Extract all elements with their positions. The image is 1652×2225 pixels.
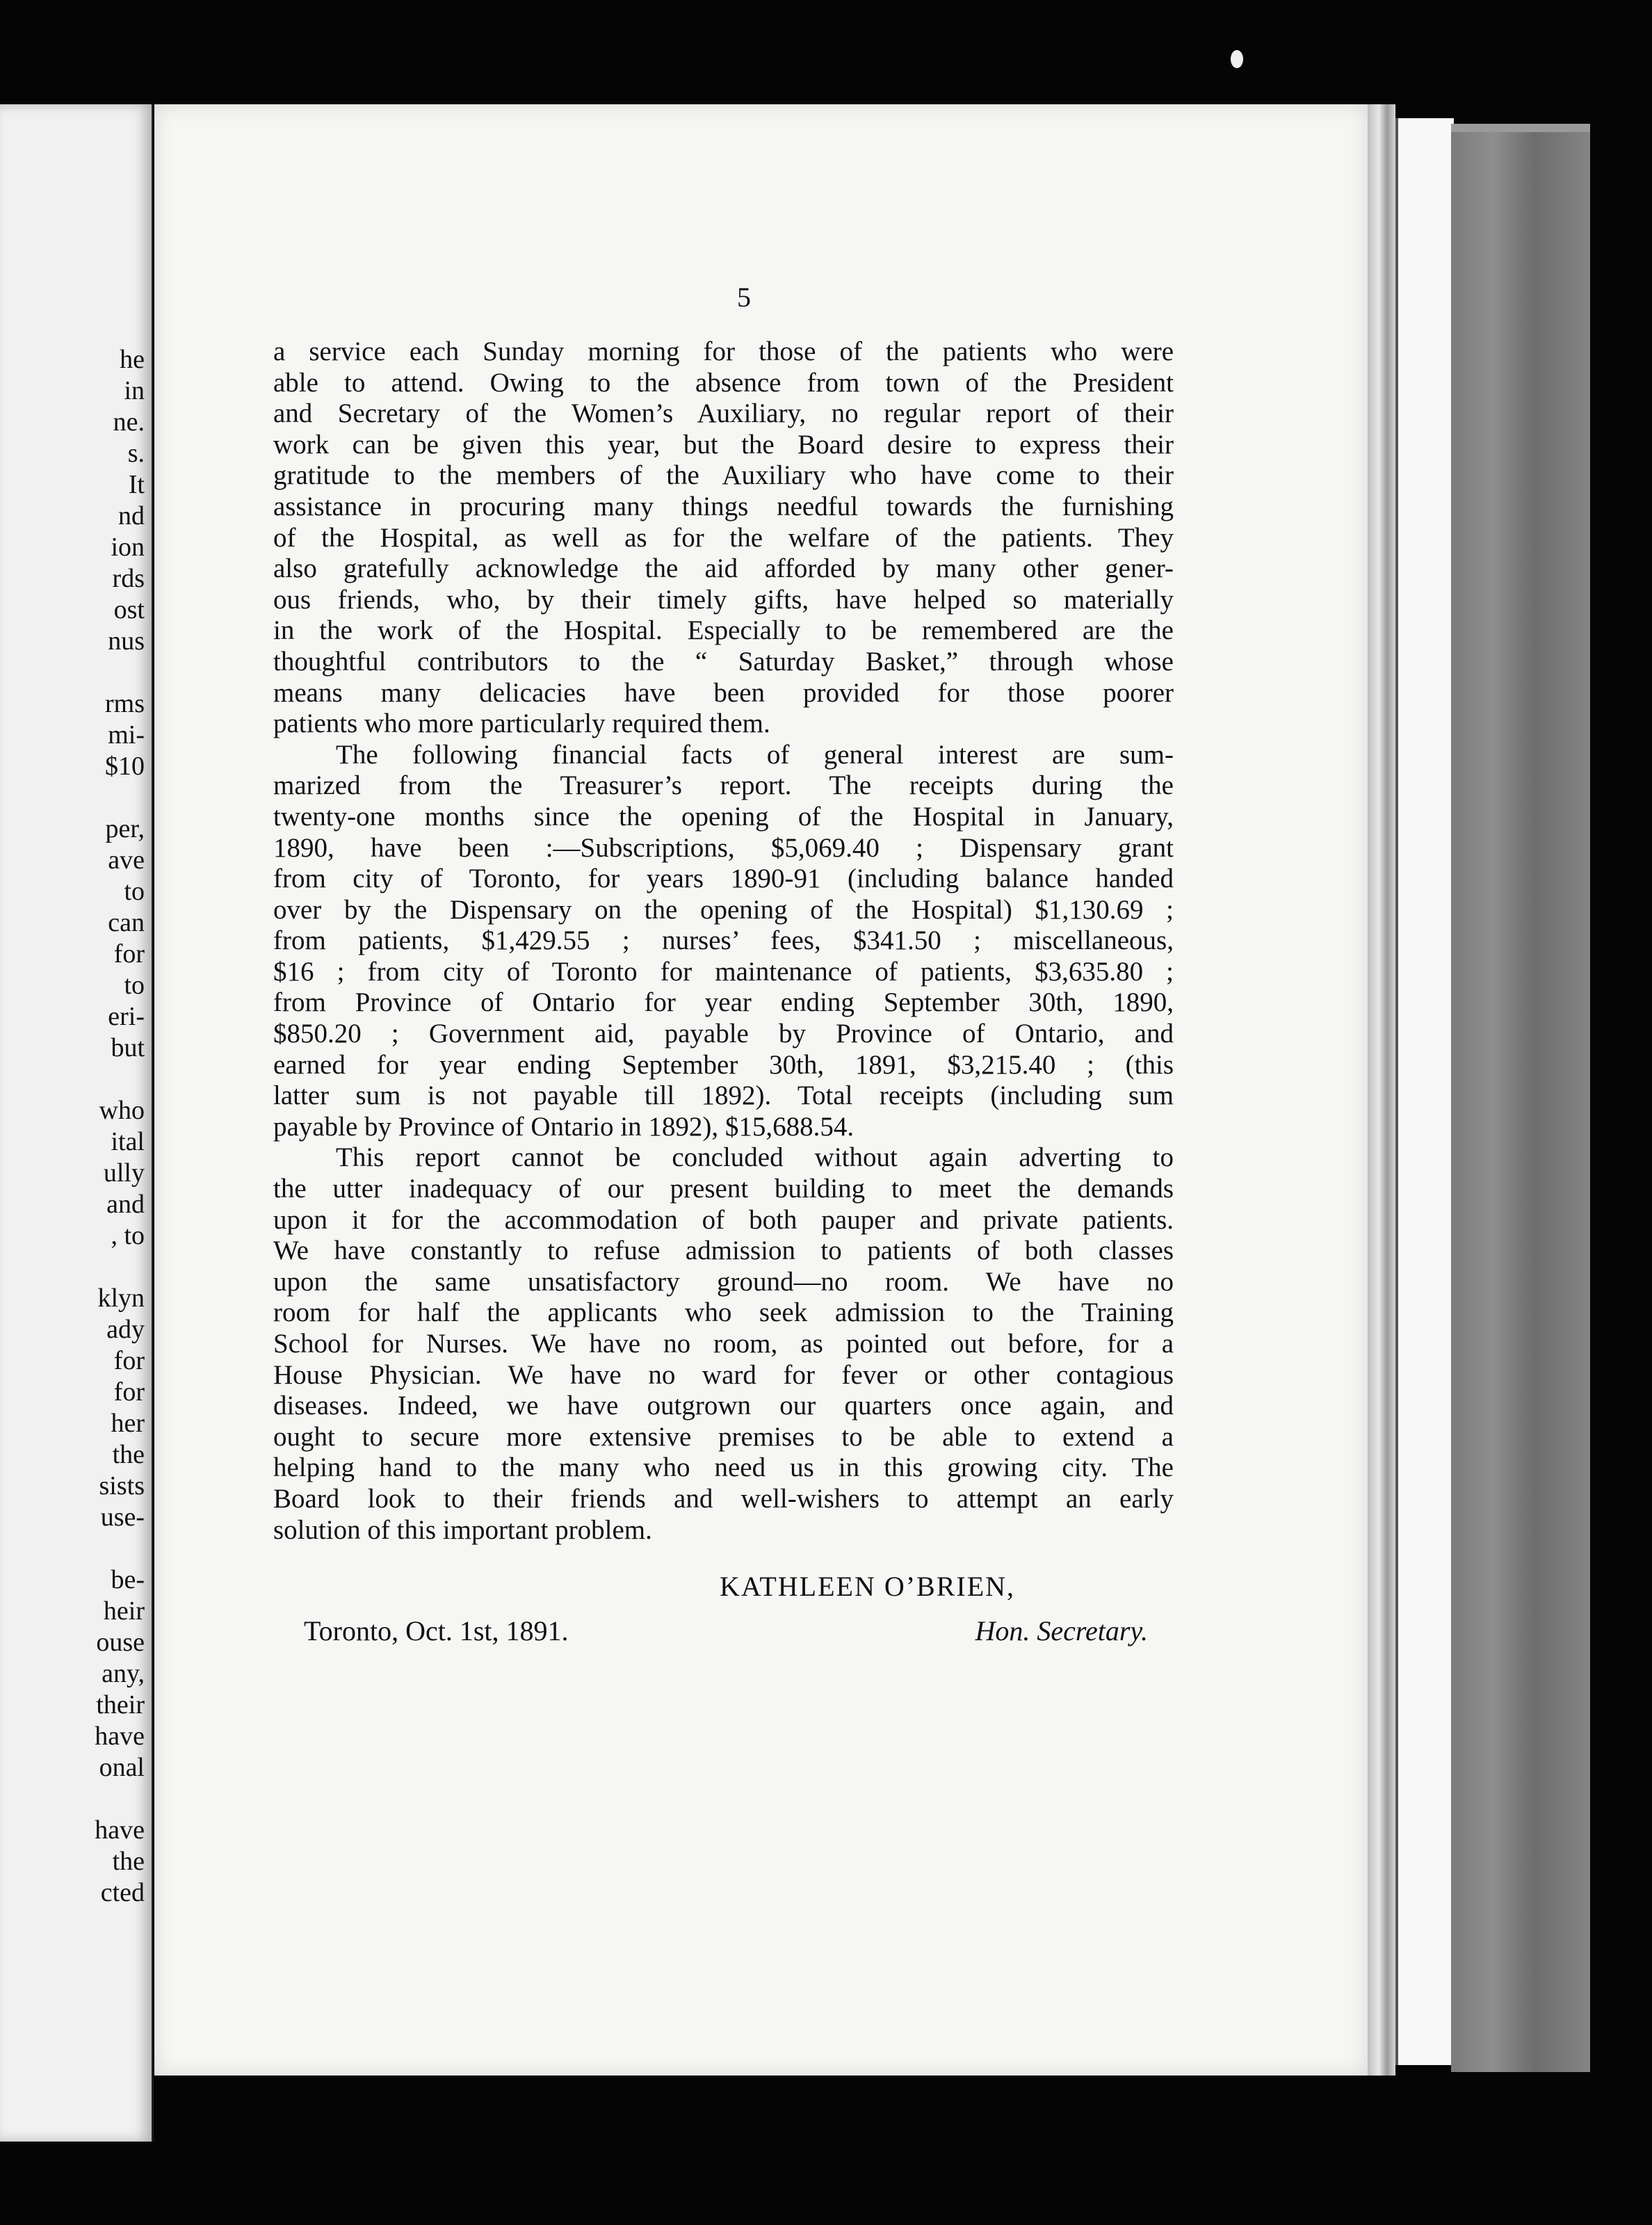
text-line: assistance in procuring many things needful towards the furnishing	[273, 491, 1174, 521]
text-line: work can be given this year, but the Board desire to express their	[273, 429, 1174, 460]
left-fragment-line: eri-	[108, 1002, 145, 1031]
left-fragment-line: mi-	[108, 720, 145, 750]
text-line: We have constantly to refuse admission to patients of both classes	[273, 1236, 1174, 1266]
text-line: diseases. Indeed, we have outgrown our quarters once again, and	[273, 1391, 1174, 1421]
left-fragment-line: to	[124, 877, 145, 906]
secretary-title: Hon. Secretary.	[975, 1615, 1148, 1646]
left-fragment-line: onal	[99, 1753, 145, 1782]
left-fragment-line: he	[120, 345, 145, 374]
left-fragment-line: have	[95, 1815, 145, 1845]
endpaper-strip	[1395, 118, 1454, 2065]
text-line: patients who more particularly required them.	[273, 709, 770, 739]
left-fragment-line: who	[99, 1096, 145, 1125]
text-line: The following financial facts of general interest are sum-	[336, 739, 1174, 770]
left-fragment-line: any,	[102, 1659, 145, 1688]
text-line: also gratefully acknowledge the aid afforded by many other gener-	[273, 553, 1174, 584]
left-fragment-line: s.	[127, 439, 145, 468]
left-fragment-line	[95, 657, 145, 688]
left-fragment-line: can	[108, 908, 145, 937]
text-line: Board look to their friends and well-wishers to attempt an early	[273, 1483, 1174, 1514]
text-line: solution of this important problem.	[273, 1514, 652, 1545]
text-line: School for Nurses. We have no room, as pointed out before, for a	[273, 1329, 1174, 1359]
left-fragment-line: sists	[99, 1471, 145, 1500]
left-page	[0, 104, 154, 2142]
left-fragment-line: ady	[106, 1315, 145, 1344]
text-line: the utter inadequacy of our present building to meet the demands	[273, 1174, 1174, 1204]
left-fragment-line: heir	[103, 1596, 145, 1626]
left-fragment-line	[95, 1783, 145, 1815]
left-fragment-line: rms	[105, 689, 145, 718]
left-fragment-line: and	[106, 1190, 145, 1219]
text-line: House Physician. We have no ward for fever or other contagious	[273, 1359, 1174, 1390]
left-fragment-line: ital	[111, 1127, 145, 1156]
left-fragment-line: to	[124, 971, 145, 1000]
place-date: Toronto, Oct. 1st, 1891.	[304, 1615, 569, 1646]
text-line: a service each Sunday morning for those of the patients who were	[273, 337, 1174, 366]
text-line: upon it for the accommodation of both pauper and private patients.	[273, 1204, 1174, 1235]
left-fragment-line: in	[124, 376, 145, 405]
text-line: thoughtful contributors to the “ Saturday Basket,” through whose	[273, 646, 1174, 677]
text-line: payable by Province of Ontario in 1892), $15,688.54.	[273, 1111, 855, 1142]
text-line: 1890, have been :—Subscriptions, $5,069.40 ; Dispensary grant	[273, 832, 1174, 863]
page-edge-shadow	[1368, 104, 1395, 2076]
left-fragment-line: nd	[118, 501, 145, 531]
left-fragment-line: per,	[105, 814, 145, 843]
text-line: and Secretary of the Women’s Auxiliary, no regular report of their	[273, 398, 1174, 429]
text-line: ous friends, who, by their timely gifts, have helped so materially	[273, 584, 1174, 615]
text-line: helping hand to the many who need us in this growing city. The	[273, 1453, 1174, 1483]
left-fragment-line: , to	[111, 1221, 145, 1250]
text-line: in the work of the Hospital. Especially to be remembered are the	[273, 615, 1174, 646]
text-line: ought to secure more extensive premises to be able to extend a	[273, 1421, 1174, 1452]
text-line: $850.20 ; Government aid, payable by Province of Ontario, and	[273, 1019, 1174, 1049]
dust-speck	[1231, 50, 1243, 68]
page-number: 5	[737, 282, 751, 313]
text-line: This report cannot be concluded without again adverting to	[336, 1142, 1174, 1173]
left-fragment-line: but	[111, 1033, 145, 1062]
left-fragment-line	[95, 782, 145, 814]
text-line: gratitude to the members of the Auxiliary who have come to their	[273, 460, 1174, 491]
left-fragment-line: their	[96, 1690, 145, 1720]
text-line: earned for year ending September 30th, 1891, $3,215.40 ; (this	[273, 1049, 1174, 1080]
left-fragment-line: use-	[100, 1503, 145, 1532]
left-fragment-line: ost	[113, 595, 145, 624]
left-fragment-line: rds	[112, 564, 145, 593]
left-fragment-line: cted	[100, 1878, 145, 1907]
text-line: upon the same unsatisfactory ground—no room. We have no	[273, 1266, 1174, 1297]
text-line: twenty-one months since the opening of the Hospital in January,	[273, 801, 1174, 832]
body-text	[273, 337, 1174, 1546]
left-fragment-line	[95, 1064, 145, 1095]
left-fragment-line: for	[113, 1377, 145, 1407]
left-fragment-line: for	[113, 939, 145, 969]
text-line: from Province of Ontario for year ending September 30th, 1890,	[273, 987, 1174, 1018]
left-fragment-line: ully	[103, 1158, 145, 1188]
signature-name: KATHLEEN O’BRIEN,	[720, 1571, 1016, 1602]
left-fragment-line: have	[95, 1722, 145, 1751]
cover-board	[1451, 132, 1590, 2072]
left-fragment-line	[95, 1533, 145, 1564]
left-fragment-line: be-	[111, 1565, 145, 1594]
left-fragment-line: her	[111, 1409, 145, 1438]
text-line: from patients, $1,429.55 ; nurses’ fees, $341.50 ; miscellaneous,	[273, 925, 1174, 956]
left-fragment-line: for	[113, 1346, 145, 1375]
text-line: marized from the Treasurer’s report. The receipts during the	[273, 770, 1174, 801]
text-line: means many delicacies have been provided for those poorer	[273, 677, 1174, 708]
left-fragment-line: $10	[105, 752, 145, 781]
left-fragment-line: It	[128, 470, 145, 499]
left-fragment-line: nus	[108, 626, 145, 656]
text-line: from city of Toronto, for years 1890-91 (including balance handed	[273, 864, 1174, 894]
left-fragment-line: the	[112, 1440, 145, 1469]
left-page-text-fragments	[95, 344, 145, 1909]
left-fragment-line: ne.	[113, 407, 145, 437]
text-line: latter sum is not payable till 1892). Total receipts (including sum	[273, 1081, 1174, 1111]
text-line: over by the Dispensary on the opening of the Hospital) $1,130.69 ;	[273, 894, 1174, 925]
text-line: $16 ; from city of Toronto for maintenance of patients, $3,635.80 ;	[273, 956, 1174, 987]
text-line: of the Hospital, as well as for the welfare of the patients. They	[273, 522, 1174, 553]
text-line: able to attend. Owing to the absence from town of the President	[273, 367, 1174, 398]
left-fragment-line	[95, 1252, 145, 1283]
left-fragment-line: ouse	[96, 1628, 145, 1657]
text-line: room for half the applicants who seek admission to the Training	[273, 1297, 1174, 1328]
left-fragment-line: ion	[111, 533, 145, 562]
left-fragment-line: ave	[108, 846, 145, 875]
left-fragment-line: the	[112, 1847, 145, 1876]
left-fragment-line: klyn	[97, 1284, 145, 1313]
